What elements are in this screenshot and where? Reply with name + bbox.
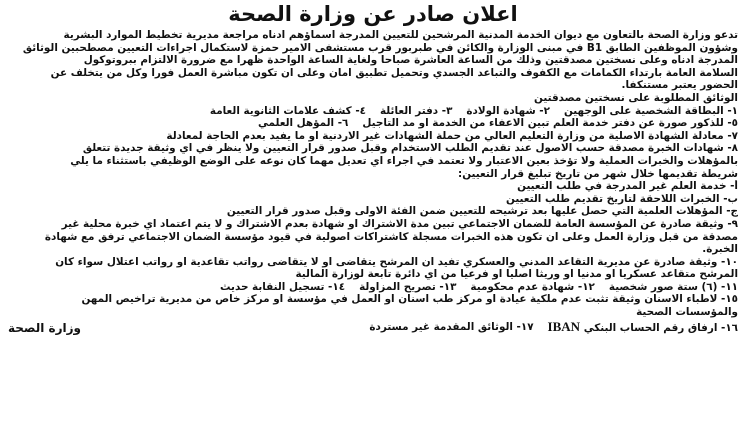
document-item: ٣- دفتر العائلة <box>380 104 453 117</box>
document-item-8: بالمؤهلات والخبرات العملية ولا تؤخذ بعين الاعتبار ولا تعتمد في اجراء اي تعديل مهما كان نوعه على الوضع الوظيفي باستثناء ما يلي <box>70 154 738 167</box>
intro-line: المدرجة ادناه وعلى نسختين مصدقتين وذلك من الساعة العاشرة صباحا ولغاية الساعة الواحدة ظهرا مع ضرورة الالتزام ببروتوكول <box>83 54 738 67</box>
sub-item: ب- الخبرات اللاحقة لتاريخ تقديم طلب التعيين <box>505 192 738 205</box>
announcement-body <box>8 29 738 334</box>
signature: وزارة الصحة <box>8 320 82 335</box>
documents-row-1 <box>8 105 738 118</box>
page-title: اعلان صادر عن وزارة الصحة <box>228 2 518 26</box>
document-item-15: ١٥- لاطباء الاسنان وثيقة تثبت عدم ملكية عيادة او مركز طب اسنان او العمل في مؤسسة او مركز خاص من مديرية تراخيص المهن <box>81 293 738 306</box>
document-item: ٦- المؤهل العلمي <box>257 117 349 130</box>
documents-row-11 <box>8 281 738 294</box>
footer-row <box>8 318 738 335</box>
intro-line: الحضور يعتبر مستنكفا. <box>621 79 738 92</box>
document-item: ٤- كشف علامات الثانوية العامة <box>209 104 366 117</box>
intro-line: السلامة العامة بارتداء الكمامات مع الكفوف والتباعد الجسدي وتحميل تطبيق امان وعلى ان تكون مباشرة العمل فورا وكل من يتخلف عن <box>50 66 738 79</box>
document-item-9: مصدقة من قبل وزارة العمل وعلى ان تكون هذه الخبرات مسجلة كاشتراكات اصولية في قيود مؤسسة الضمان الاجتماعي ترفق مع شهادة <box>44 230 738 243</box>
document-item-7: ٧- معادلة الشهادة الاصلية من وزارة التعليم العالي من حملة الشهادات غير الاردنية او ما يفيد بعدم الحاجة لمعادلة <box>166 129 738 142</box>
document-item: ١٣- تصريح المزاولة <box>359 280 457 293</box>
intro-line: تدعو وزارة الصحة بالتعاون مع ديوان الخدمة المدنية المرشحين للتعيين المدرجة اسماؤهم ادناه مراجعة مديرية تخطيط الموارد البشرية <box>63 29 738 41</box>
sub-item: ج- المؤهلات العلمية التي حصل عليها بعد ترشيحه للتعيين ضمن الفئة الاولى وقبل صدور قرار التعيين <box>226 205 738 218</box>
iban-label: IBAN <box>547 318 581 334</box>
document-item: ١٤- تسجيل النقابة حديث <box>220 280 346 293</box>
sub-item: أ- خدمة العلم غير المدرجة في طلب التعيين <box>517 180 738 193</box>
bank-account-label: ١٦- ارفاق رقم الحساب البنكي <box>583 321 738 334</box>
documents-row-2 <box>8 117 738 130</box>
documents-row-16-17 <box>369 318 738 335</box>
document-item: ١٢- شهادة عدم محكومية <box>470 280 595 293</box>
document-item-16 <box>547 318 738 335</box>
document-item-15: والمؤسسات الصحية <box>636 306 738 319</box>
document-item: ٥- للذكور صورة عن دفتر خدمة العلم تبين الاعفاء من الخدمة او مد التاجيل <box>362 117 738 130</box>
document-item: ١- البطاقة الشخصية على الوجهين <box>563 104 738 117</box>
document-item-17: ١٧- الوثائق المقدمة غير مستردة <box>369 320 534 333</box>
document-item-10: ١٠- وثيقة صادرة عن مديرية التقاعد المدني والعسكري تفيد ان المرشح يتقاضى او لا يتقاضى رواتب تقاعدية او رواتب اعتلال سواء كان <box>55 255 738 268</box>
document-item: ١١- (٦) ستة صور شخصية <box>608 280 738 293</box>
document-item-8: شريطة تقديمها خلال شهر من تاريخ تبليغ قرار التعيين: <box>458 167 738 180</box>
document-item-9: الخبرة. <box>702 243 738 256</box>
document-item-9: ٩- وثيقة صادرة عن المؤسسة العامة للضمان الاجتماعي تبين مدة الاشتراك او شهادة بعدم الاشتراك و لا يتم اعتماد اي خبرة محلية غير <box>61 217 738 230</box>
document-item-10: المرشح متقاعد عسكريا او مدنيا او وريثا اصليا او فرعيا من اي دائرة تابعة لوزارة المالية <box>295 268 738 281</box>
document-item: ٢- شهادة الولادة <box>466 104 550 117</box>
document-item-8: ٨- شهادات الخبرة مصدقة حسب الاصول عند تقديم الطلب الاستخدام وقبل صدور قرار التعيين ولا ينظر في اي وثيقة جديدة تتعلق <box>82 142 738 155</box>
announcement-page <box>0 1 746 435</box>
intro-line: وشؤون الموظفين الطابق B1 في مبنى الوزارة والكائن في طبربور قرب مستشفى الامير حمزة لاستكمال اجراءات التعيين مصطحبين الوثائق <box>22 41 738 54</box>
documents-heading: الوثائق المطلوبة على نسختين مصدقتين <box>534 91 738 104</box>
